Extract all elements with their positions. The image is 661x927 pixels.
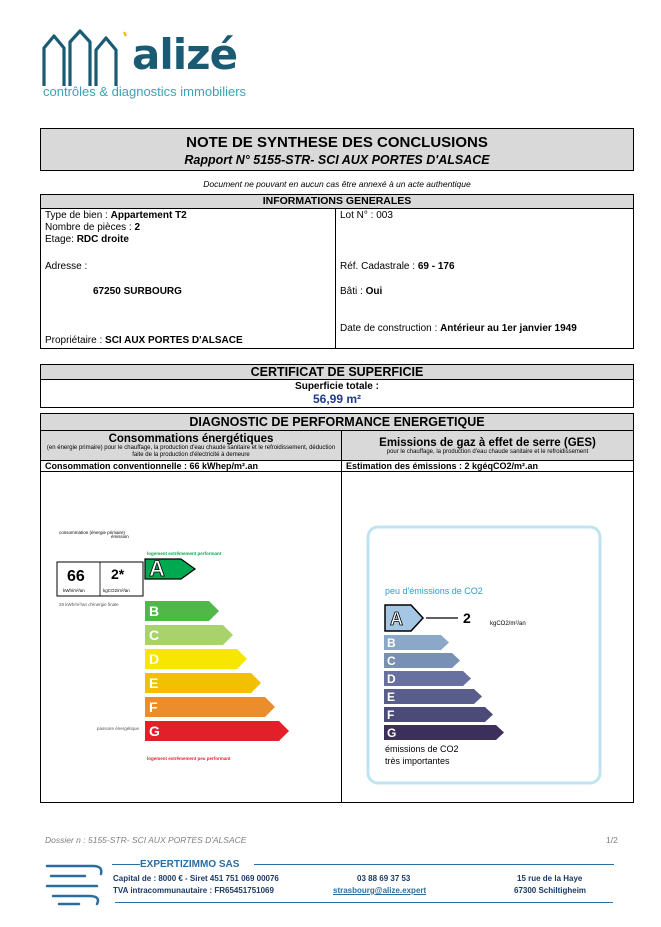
company-email-link[interactable]: strasbourg@alize.expert: [333, 886, 427, 895]
energy-label-chart: [41, 473, 341, 803]
ghg-class-letter-e: E: [387, 690, 396, 704]
construction-date: Date de construction : Antérieur au 1er janvier 1949: [340, 323, 577, 334]
energy-class-bar-d: [145, 649, 247, 669]
energy-class-letter-c: C: [149, 627, 160, 643]
energy-title: Consommations énergétiques: [108, 433, 274, 445]
energy-header: [41, 431, 341, 461]
built: Bâti : Oui: [340, 286, 383, 297]
ghg-note: pour le chauffage, la production d'eau chaude sanitaire et le refroidissement: [386, 449, 589, 455]
surface-label: Superficie totale :: [295, 381, 379, 392]
ghg-value: 2: [463, 610, 471, 626]
surface-certificate: [40, 364, 634, 408]
property-type: Type de bien : Appartement T2: [45, 210, 187, 221]
owner: Propriétaire : SCI AUX PORTES D'ALSACE: [45, 335, 243, 346]
surface-heading: CERTIFICAT DE SUPERFICIE: [41, 365, 633, 380]
ghg-unit: kgCO2/m²/an: [490, 621, 526, 627]
energy-class-letter-f: F: [149, 699, 158, 715]
company-street: 15 rue de la Haye: [517, 874, 583, 883]
ghg-class-letter-a: A: [390, 609, 403, 629]
ghg-class-letter-f: F: [387, 708, 395, 722]
company-name: EXPERTIZIMMO SAS: [140, 859, 240, 870]
energy-diagnostic: [40, 413, 634, 803]
company-logo: [40, 22, 280, 104]
energy-bars: [145, 556, 289, 741]
info-left-column: [41, 209, 336, 348]
ghg-class-bar-e: [384, 689, 482, 704]
footer-rule: [254, 864, 614, 865]
passoire-label: passoire énergétique: [97, 726, 140, 731]
ghg-class-letter-d: D: [387, 672, 396, 686]
conso-value: 66: [67, 568, 85, 585]
ghg-bottom-label-2: très importantes: [385, 756, 450, 766]
ghg-top-label: peu d'émissions de CO2: [385, 586, 483, 596]
general-info-heading: INFORMATIONS GENERALES: [41, 195, 633, 209]
wind-logo-icon: [45, 858, 107, 910]
energy-metric: Consommation conventionnelle : 66 kWhep/m².an: [41, 461, 341, 472]
energy-class-letter-e: E: [149, 675, 159, 691]
emission-value: 2*: [111, 566, 125, 582]
emission-header: émission: [111, 534, 129, 539]
footer-rule: [112, 864, 140, 865]
ghg-class-bar-g: [384, 725, 504, 740]
ghg-column: [342, 431, 633, 802]
company-capital: Capital de : 8000 € - Siret 451 751 069 00076: [113, 874, 279, 883]
company-city: 67300 Schiltigheim: [514, 886, 587, 895]
energy-class-bar-f: [145, 697, 275, 717]
energy-column: [41, 431, 342, 802]
logo-brand: alizé: [132, 30, 238, 79]
houses-logo-icon: [40, 28, 130, 90]
conso-header: consommation (énergie primaire): [59, 530, 126, 535]
energy-class-letter-b: B: [149, 603, 160, 619]
room-count: Nombre de pièces : 2: [45, 222, 141, 233]
energy-note: (en énergie primaire) pour le chauffage, la production d'eau chaude sanitaire et le refroidissement, déduction faite de la production d'électricité à demeure: [46, 445, 336, 458]
final-energy-note: 29 kWh/m²/an d'énergie finale: [59, 602, 119, 607]
ghg-class-bar-d: [384, 671, 471, 686]
ghg-class-letter-b: B: [387, 636, 396, 650]
floor: Etage: RDC droite: [45, 234, 129, 245]
company-phone: 03 88 69 37 53: [357, 874, 411, 883]
ghg-class-bar-f: [384, 707, 493, 722]
ghg-label-chart: [342, 473, 634, 803]
footer-rule: [115, 902, 613, 903]
ghg-class-letter-g: G: [387, 726, 397, 740]
title-block: [40, 128, 634, 171]
dpe-heading: DIAGNOSTIC DE PERFORMANCE ENERGETIQUE: [41, 414, 633, 431]
energy-class-bar-g: [145, 721, 289, 741]
ghg-class-letter-c: C: [387, 654, 396, 668]
logo-tagline: contrôles & diagnostics immobiliers: [43, 84, 247, 99]
ghg-header: [342, 431, 633, 461]
surface-value: 56,99 m²: [312, 392, 362, 406]
address-label: Adresse :: [45, 261, 88, 272]
disclaimer: Document ne pouvant en aucun cas être annexé à un acte authentique: [203, 179, 471, 189]
energy-bottom-label: logement extrêmement peu performant: [147, 756, 231, 761]
page-title: NOTE DE SYNTHESE DES CONCLUSIONS: [186, 134, 488, 151]
report-number: Rapport N° 5155-STR- SCI AUX PORTES D'ALSACE: [184, 153, 490, 167]
energy-top-label: logement extrêmement performant: [147, 551, 222, 556]
company-vat: TVA intracommunautaire : FR65451751069: [113, 886, 274, 895]
energy-class-letter-a: A: [149, 556, 165, 581]
page-number: 1/2: [606, 835, 618, 845]
footer-file-ref: Dossier n : 5155-STR- SCI AUX PORTES D'ALSACE: [45, 835, 247, 845]
energy-class-bar-e: [145, 673, 261, 693]
emission-unit: kgCO2/m²/an: [103, 588, 130, 593]
energy-class-letter-d: D: [149, 651, 160, 667]
address-value: 67250 SURBOURG: [93, 286, 182, 297]
energy-class-letter-g: G: [149, 723, 160, 739]
ghg-bottom-label-1: émissions de CO2: [385, 744, 459, 754]
ghg-title: Emissions de gaz à effet de serre (GES): [379, 437, 596, 449]
info-right-column: [336, 209, 633, 348]
conso-unit: kWh/m²/an: [63, 588, 85, 593]
general-info-table: [40, 194, 634, 349]
ghg-metric: Estimation des émissions : 2 kgéqCO2/m².an: [342, 461, 633, 472]
cadastral-ref: Réf. Cadastrale : 69 - 176: [340, 261, 455, 272]
lot-number: Lot N° : 003: [340, 210, 393, 221]
